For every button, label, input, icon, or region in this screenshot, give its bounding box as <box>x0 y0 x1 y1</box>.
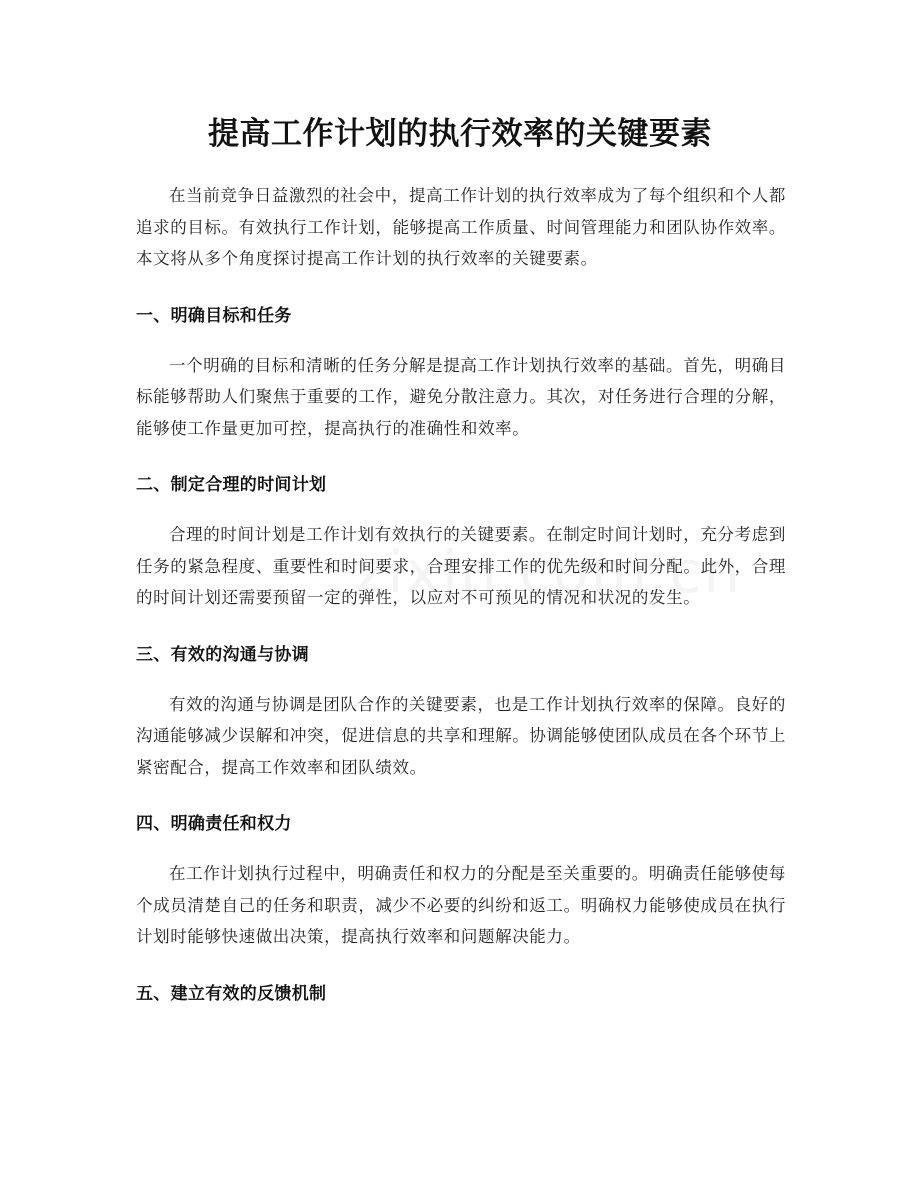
section-1 <box>136 301 786 445</box>
document-body <box>136 180 786 1030</box>
section-heading: 五、建立有效的反馈机制 <box>136 983 327 1004</box>
section-4 <box>136 809 786 953</box>
intro-paragraph: 在当前竞争日益激烈的社会中，提高工作计划的执行效率成为了每个组织和个人都追求的目标。有效执行工作计划，能够提高工作质量、时间管理能力和团队协作效率。本文将从多个角度探讨提高工作计划的执行效率的关键要素。 <box>136 186 786 268</box>
section-5 <box>136 979 786 1004</box>
section-paragraph: 一个明确的目标和清晰的任务分解是提高工作计划执行效率的基础。首先，明确目标能够帮助人们聚焦于重要的工作，避免分散注意力。其次，对任务进行合理的分解，能够使工作量更加可控，提高执行的准确性和效率。 <box>136 355 786 438</box>
section-paragraph: 合理的时间计划是工作计划有效执行的关键要素。在制定时间计划时，充分考虑到任务的紧急程度、重要性和时间要求，合理安排工作的优先级和时间分配。此外，合理的时间计划还需要预留一定的弹性，以应对不可预见的情况和状况的发生。 <box>136 525 786 607</box>
section-heading: 一、明确目标和任务 <box>136 305 292 326</box>
section-heading: 四、明确责任和权力 <box>136 814 292 834</box>
section-3 <box>136 640 786 784</box>
section-paragraph: 有效的沟通与协调是团队合作的关键要素，也是工作计划执行效率的保障。良好的沟通能够减少误解和冲突，促进信息的共享和理解。协调能够使团队成员在各个环节上紧密配合，提高工作效率和团队绩效。 <box>136 694 786 777</box>
document-title: 提高工作计划的执行效率的关键要素 <box>208 116 712 152</box>
section-paragraph: 在工作计划执行过程中，明确责任和权力的分配是至关重要的。明确责任能够使每个成员清楚自己的任务和职责，减少不必要的纠纷和返工。明确权力能够使成员在执行计划时能够快速做出决策，提高执行效率和问题解决能力。 <box>136 864 786 946</box>
section-heading: 三、有效的沟通与协调 <box>136 644 309 665</box>
section-heading: 二、制定合理的时间计划 <box>136 475 327 495</box>
section-2 <box>136 470 786 614</box>
